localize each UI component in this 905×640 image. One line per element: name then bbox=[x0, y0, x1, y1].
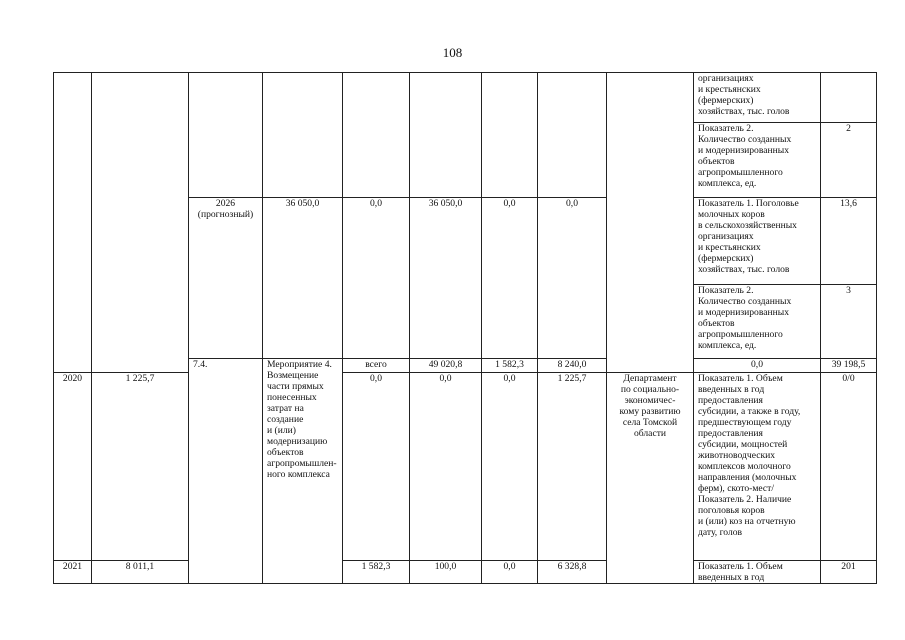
federal-cell: 0,0 bbox=[343, 373, 410, 561]
federal-cell: 0,0 bbox=[343, 198, 410, 359]
executor-cell-empty bbox=[607, 73, 694, 373]
regional-cell: 0,0 bbox=[410, 373, 482, 561]
indicator-cell: Показатель 1. Объем введенных в год bbox=[694, 561, 821, 584]
year-cell: 2021 bbox=[54, 561, 92, 584]
indicator-value bbox=[821, 73, 877, 123]
local-cell: 0,0 bbox=[694, 359, 821, 373]
local-cell: 0,0 bbox=[482, 373, 538, 561]
regional-cell: 100,0 bbox=[410, 561, 482, 584]
federal-cell: 1 582,3 bbox=[482, 359, 538, 373]
indicator-value: 3 bbox=[821, 285, 877, 359]
federal-cell: 1 582,3 bbox=[343, 561, 410, 584]
indicator-value: 13,6 bbox=[821, 198, 877, 285]
total-cell: 1 225,7 bbox=[92, 373, 189, 561]
indicator-cell: Показатель 1. Объем введенных в год предоставления субсидии, а также в году, предшествующем году предоставления субсидии, мощностей животноводческих комплексов молочного направления (молочных ферм), ското-мест/ Показатель 2. Наличие поголовья коров и (или) коз на отчетную дату, голов bbox=[694, 373, 821, 561]
local-cell: 0,0 bbox=[482, 198, 538, 359]
regional-cell: 36 050,0 bbox=[410, 198, 482, 359]
indicator-value: 201 bbox=[821, 561, 877, 584]
page-number: 108 bbox=[442, 45, 463, 60]
table-row bbox=[54, 373, 877, 561]
year-cell: 2026 (прогнозный) bbox=[189, 198, 263, 359]
table-row bbox=[54, 73, 877, 123]
indicator-cell: Показатель 2. Количество созданных и модернизированных объектов агропромышленного комплекса, ед. bbox=[694, 123, 821, 198]
indicator-value: 0/0 bbox=[821, 373, 877, 561]
table-row bbox=[54, 561, 877, 584]
federal-cell-empty bbox=[343, 73, 410, 198]
indicator-cell: организациях и крестьянских (фермерских) хозяйствах, тыс. голов bbox=[694, 73, 821, 123]
year-cell-empty bbox=[189, 73, 263, 198]
year-cell: 2020 bbox=[54, 373, 92, 561]
extra-cell: 39 198,5 bbox=[821, 359, 877, 373]
measure-cell-empty bbox=[92, 73, 189, 373]
total-cell-empty bbox=[263, 73, 343, 198]
extra-cell: 6 328,8 bbox=[538, 561, 607, 584]
indicator-cell: Показатель 1. Поголовье молочных коров в сельскохозяйственных организациях и крестьянских (фермерских) хозяйствах, тыс. голов bbox=[694, 198, 821, 285]
regional-cell: 8 240,0 bbox=[538, 359, 607, 373]
year-cell: всего bbox=[343, 359, 410, 373]
extra-cell: 0,0 bbox=[538, 198, 607, 359]
total-cell: 49 020,8 bbox=[410, 359, 482, 373]
executor-cell: Департамент по социально- экономичес- кому развитию села Томской области bbox=[607, 373, 694, 584]
total-cell: 36 050,0 bbox=[263, 198, 343, 359]
local-cell-empty bbox=[482, 73, 538, 198]
indicator-value: 2 bbox=[821, 123, 877, 198]
extra-cell: 1 225,7 bbox=[538, 373, 607, 561]
measure-title: Мероприятие 4. Возмещение части прямых понесенных затрат на создание и (или) модернизацию объектов агропромышлен- ного комплекса bbox=[263, 359, 343, 584]
measure-number: 7.4. bbox=[189, 359, 263, 584]
number-cell-empty bbox=[54, 73, 92, 373]
total-cell: 8 011,1 bbox=[92, 561, 189, 584]
extra-cell-empty bbox=[538, 73, 607, 198]
local-cell: 0,0 bbox=[482, 561, 538, 584]
indicator-cell: Показатель 2. Количество созданных и модернизированных объектов агропромышленного комплекса, ед. bbox=[694, 285, 821, 359]
budget-table bbox=[53, 72, 877, 584]
regional-cell-empty bbox=[410, 73, 482, 198]
